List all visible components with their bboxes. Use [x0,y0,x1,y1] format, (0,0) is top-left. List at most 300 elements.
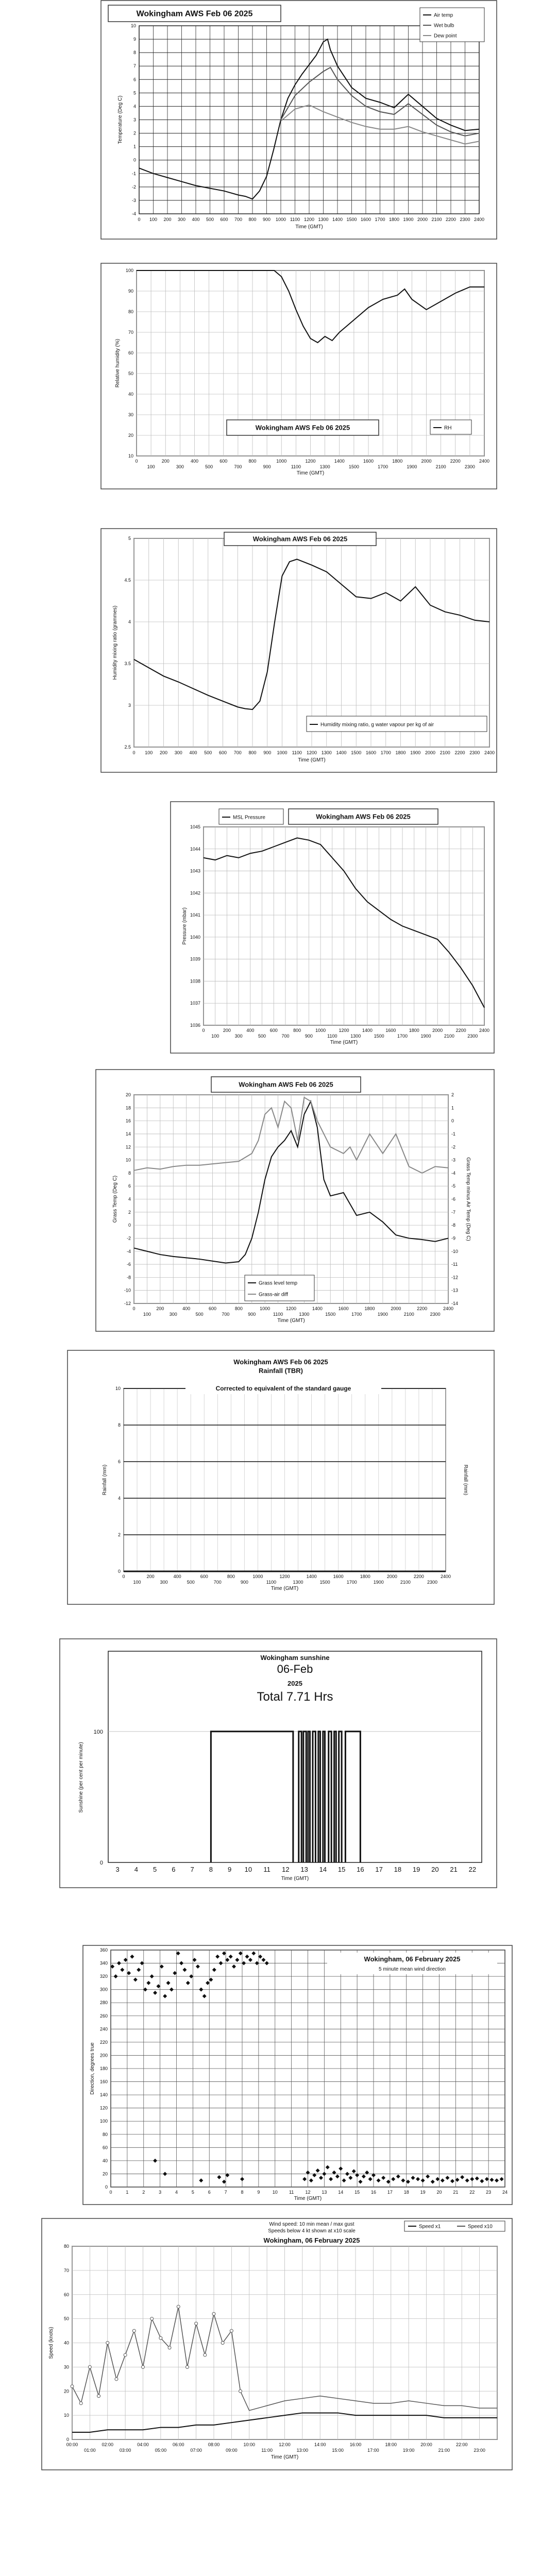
x-tick-label: 1500 [374,1033,384,1039]
y-tick-label: 0 [128,1223,131,1228]
x-tick-label: 500 [205,464,213,469]
y-tick-label: 1041 [190,912,200,918]
wind-speed-chart-svg [41,2218,513,2470]
x-tick-label: 1600 [333,1574,344,1579]
x-tick-label: 1000 [275,217,286,222]
x-tick-label: 00:00 [66,2442,78,2447]
x-tick-label: 04:00 [137,2442,149,2447]
temperature-chart [100,0,497,240]
x-tick-label: 0 [202,1028,205,1033]
x-tick-label: 400 [246,1028,255,1033]
series-point [71,2385,74,2388]
chart-title: Wokingham, 06 February 2025 [364,1955,461,1963]
x-tick-label: 1100 [292,750,302,755]
x-tick-label: 1000 [315,1028,326,1033]
x-tick-label: 1800 [409,1028,419,1033]
x-tick-label: 300 [160,1580,168,1585]
x-tick-label: 0 [109,2190,112,2195]
y-right-tick-label: -8 [451,1223,456,1228]
y-tick-label: 320 [99,1974,108,1979]
x-tick-label: 13 [322,2190,327,2195]
x-tick-label: 2200 [454,750,465,755]
y-right-tick-label: 0 [451,1118,454,1124]
x-tick-label: 15 [337,1866,346,1873]
x-tick-label: 20 [431,1866,439,1873]
x-tick-label: 800 [248,750,257,755]
y-right-tick-label: -3 [451,1157,456,1163]
mixing-ratio-chart [100,528,497,773]
legend-label: Humidity mixing ratio, g water vapour per kg of air [320,722,434,728]
x-tick-label: 900 [305,1033,313,1039]
x-tick-label: 1700 [378,464,388,469]
y-right-tick-label: -5 [451,1183,456,1189]
y-tick-label: 180 [99,2066,108,2071]
x-tick-label: 1800 [364,1306,375,1311]
x-tick-label: 14:00 [314,2442,326,2447]
x-tick-label: 800 [227,1574,235,1579]
y-tick-label: 16 [125,1118,131,1124]
x-tick-label: 700 [213,1580,222,1585]
y-tick-label: 2 [128,1209,131,1215]
y-tick-label: 60 [128,350,133,355]
x-tick-label: 1700 [351,1312,362,1317]
x-tick-label: 1600 [385,1028,396,1033]
y-tick-label: 6 [133,77,136,82]
x-tick-label: 10:00 [243,2442,256,2447]
x-tick-label: 700 [234,217,243,222]
x-tick-label: 1100 [291,464,301,469]
series-point [204,2353,207,2357]
temperature-chart-svg [100,0,497,240]
y-axis-label: Direction, degrees true [90,2042,95,2095]
y-tick-label: 4 [117,1496,121,1501]
y-tick-label: 8 [117,1422,121,1428]
x-tick-label: 2300 [467,1033,478,1039]
x-tick-label: 02:00 [102,2442,114,2447]
series-point [195,2322,198,2325]
x-tick-label: 300 [169,1312,177,1317]
y-tick-label: 8 [128,1170,131,1176]
x-tick-label: 18 [403,2190,409,2195]
x-tick-label: 2400 [484,750,495,755]
y-tick-label: 1045 [190,824,200,829]
x-tick-label: 100 [143,1312,151,1317]
x-tick-label: 14 [338,2190,344,2195]
x-tick-label: 1300 [319,464,330,469]
x-tick-label: 15 [354,2190,360,2195]
legend-label: Grass-air diff [259,1292,289,1298]
series-point [168,2346,171,2349]
chart-title: Wokingham AWS Feb 06 2025 [252,535,348,543]
x-tick-label: 2000 [417,217,428,222]
x-tick-label: 19 [412,1866,420,1873]
x-tick-label: 500 [195,1312,204,1317]
x-tick-label: 0 [122,1574,125,1579]
x-tick-label: 1100 [290,217,300,222]
x-tick-label: 1900 [407,464,417,469]
y-tick-label: 3.5 [124,661,131,666]
x-tick-label: 1600 [338,1306,349,1311]
y-tick-label: 8 [133,50,136,56]
x-tick-label: 1300 [318,217,329,222]
y-right-tick-label: -1 [451,1131,456,1137]
series-point [185,2365,189,2368]
x-tick-label: 600 [269,1028,278,1033]
chart-subtitle-2: Speeds below 4 kt shown at x10 scale [268,2228,356,2234]
mixing-ratio-chart-svg [100,528,497,773]
x-tick-label: 2100 [439,750,450,755]
y-tick-label: 1040 [190,934,200,940]
y-tick-label: 60 [63,2292,69,2297]
chart-subtitle: Rainfall (TBR) [259,1367,303,1375]
x-tick-label: 700 [222,1312,230,1317]
y-tick-label: 2 [133,130,136,136]
series-point [106,2342,109,2345]
x-tick-label: 21:00 [438,2448,450,2453]
x-tick-label: 1200 [305,459,316,464]
y-tick-label: 9 [133,37,136,42]
y-axis-label: Sunshine (per cent per minute) [78,1742,84,1813]
x-tick-label: 2000 [386,1574,397,1579]
x-tick-label: 6 [172,1866,176,1873]
y-tick-label: 10 [128,453,133,459]
series-point [97,2395,100,2398]
x-tick-label: 07:00 [190,2448,202,2453]
y-tick-label: 1036 [190,1023,200,1028]
x-tick-label: 06:00 [172,2442,184,2447]
x-tick-label: 23 [486,2190,492,2195]
y-tick-label: 1 [133,144,136,149]
x-tick-label: 1900 [377,1312,388,1317]
y-tick-label: 4 [128,1196,131,1202]
x-tick-label: 1900 [373,1580,384,1585]
x-tick-label: 400 [190,459,199,464]
x-tick-label: 19 [420,2190,426,2195]
y-tick-label: 80 [128,309,133,314]
x-tick-label: 09:00 [226,2448,238,2453]
y-tick-label: 1042 [190,890,200,896]
x-tick-label: 13:00 [296,2448,309,2453]
series-point [239,2389,242,2393]
x-tick-label: 1 [126,2190,129,2195]
rainfall-chart-svg [67,1350,495,1605]
x-tick-label: 200 [146,1574,155,1579]
x-tick-label: 1500 [351,750,362,755]
x-tick-label: 7 [224,2190,227,2195]
y-tick-label: 20 [125,1092,131,1097]
y-tick-label: 1038 [190,978,200,984]
x-tick-label: 0 [138,217,141,222]
pressure-chart [170,801,495,1054]
x-tick-label: 300 [174,750,182,755]
y-axis-label: Pressure (mbar) [182,907,188,945]
x-tick-label: 2000 [432,1028,443,1033]
y-tick-label: 10 [125,1157,131,1163]
x-axis-label: Time (GMT) [270,1586,299,1591]
x-tick-label: 2300 [430,1312,441,1317]
x-tick-label: 2400 [479,1028,490,1033]
x-tick-label: 900 [240,1580,248,1585]
x-axis-label: Time (GMT) [277,1318,305,1324]
x-tick-label: 15:00 [332,2448,344,2453]
x-axis-label: Time (GMT) [281,1876,309,1882]
x-tick-label: 1300 [299,1312,310,1317]
x-tick-label: 400 [192,217,200,222]
x-tick-label: 20 [436,2190,442,2195]
x-tick-label: 1800 [360,1574,370,1579]
y-tick-label: 30 [63,2364,69,2370]
x-tick-label: 1900 [420,1033,431,1039]
x-tick-label: 5 [191,2190,194,2195]
x-tick-label: 1500 [348,464,359,469]
x-tick-label: 1400 [334,459,345,464]
y-tick-label: 4.5 [124,578,131,583]
y-right-tick-label: -2 [451,1144,456,1150]
y-tick-label: 4 [133,104,136,109]
y-tick-label: 100 [93,1728,103,1735]
legend-label: Wet bulb [434,23,454,29]
chart-title: Wokingham AWS Feb 06 2025 [233,1358,328,1366]
humidity-chart-svg [100,263,497,489]
sunshine-total: Total 7.71 Hrs [257,1690,333,1704]
x-tick-label: 16:00 [349,2442,362,2447]
y-tick-label: 18 [125,1105,131,1111]
y-tick-label: 6 [117,1459,121,1464]
x-tick-label: 200 [223,1028,231,1033]
y-tick-label: 7 [133,63,136,69]
x-tick-label: 100 [133,1580,141,1585]
x-tick-label: 23:00 [474,2448,485,2453]
x-tick-label: 8 [241,2190,244,2195]
x-tick-label: 2100 [435,464,446,469]
x-tick-label: 1300 [350,1033,361,1039]
x-tick-label: 7 [190,1866,194,1873]
x-tick-label: 1800 [395,750,406,755]
x-axis-label: Time (GMT) [295,224,323,230]
x-tick-label: 2200 [445,217,457,222]
y-right-tick-label: -9 [451,1235,456,1241]
x-tick-label: 1300 [293,1580,303,1585]
x-tick-label: 1500 [319,1580,330,1585]
x-tick-label: 400 [182,1306,191,1311]
series-point [88,2365,91,2368]
y-tick-label: 14 [125,1131,131,1137]
x-tick-label: 4 [134,1866,138,1873]
x-tick-label: 2 [142,2190,145,2195]
x-tick-label: 1200 [303,217,315,222]
x-tick-label: 2000 [421,459,432,464]
x-tick-label: 2100 [400,1580,411,1585]
x-tick-label: 800 [248,459,257,464]
x-tick-label: 600 [208,1306,217,1311]
y-axis-label: Temperature (Deg C) [117,95,123,144]
y-tick-label: 0 [117,1569,121,1574]
x-tick-label: 13 [300,1866,308,1873]
x-tick-label: 14 [319,1866,327,1873]
x-tick-label: 2100 [444,1033,454,1039]
x-tick-label: 1500 [346,217,357,222]
x-tick-label: 800 [293,1028,301,1033]
legend-label: Air temp [434,12,453,19]
y-right-tick-label: -11 [451,1262,458,1267]
x-tick-label: 20:00 [420,2442,432,2447]
x-tick-label: 2300 [469,750,480,755]
x-tick-label: 700 [234,464,242,469]
x-tick-label: 11 [289,2190,294,2195]
y-tick-label: 240 [99,2026,108,2032]
x-tick-label: 08:00 [208,2442,220,2447]
y-tick-label: 0 [99,1860,103,1866]
x-tick-label: 05:00 [155,2448,167,2453]
y-tick-label: -8 [126,1275,131,1280]
x-tick-label: 1600 [365,750,377,755]
x-tick-label: 1000 [276,459,287,464]
x-tick-label: 600 [220,217,228,222]
x-tick-label: 900 [263,750,272,755]
y-axis-label: Speed (knots) [48,2327,54,2359]
y-tick-label: 90 [128,289,133,294]
y-tick-label: 140 [99,2092,108,2098]
y-axis-label: Humidity mixing ratio (grammes) [112,605,118,680]
x-axis-label: Time (GMT) [294,2196,322,2201]
x-tick-label: 300 [177,217,186,222]
y-tick-label: -4 [126,1248,131,1254]
y-tick-label: 0 [66,2437,69,2442]
y-tick-label: 20 [102,2171,108,2177]
x-tick-label: 19:00 [402,2448,415,2453]
legend-label: Grass level temp [259,1280,298,1286]
x-tick-label: 900 [263,464,271,469]
x-tick-label: 1000 [252,1574,263,1579]
x-tick-label: 18 [394,1866,402,1873]
y-right-tick-label: 2 [451,1092,454,1097]
x-tick-label: 17 [375,1866,383,1873]
y-tick-label: 30 [128,412,133,417]
y-tick-label: 220 [99,2039,108,2045]
x-tick-label: 800 [234,1306,243,1311]
y-right-tick-label: -6 [451,1196,456,1202]
chart-title: Wokingham AWS Feb 06 2025 [255,423,350,432]
y-tick-label: -2 [126,1235,131,1241]
x-axis-label: Time (GMT) [296,470,325,476]
x-tick-label: 18:00 [385,2442,397,2447]
x-tick-label: 600 [219,459,228,464]
series-point [159,2336,162,2340]
series-point [142,2365,145,2368]
x-tick-label: 01:00 [84,2448,96,2453]
x-tick-label: 11 [263,1866,270,1873]
y-tick-label: -10 [124,1287,131,1293]
y-tick-label: -3 [131,197,136,203]
x-tick-label: 11:00 [261,2448,273,2453]
y-tick-label: -4 [131,211,136,216]
x-tick-label: 8 [209,1866,213,1873]
series-point [124,2353,127,2357]
x-tick-label: 10 [244,1866,252,1873]
pressure-chart-svg [170,801,495,1054]
x-tick-label: 9 [228,1866,232,1873]
x-tick-label: 200 [161,459,170,464]
x-tick-label: 1200 [339,1028,349,1033]
y-tick-label: 3 [133,117,136,123]
legend-label: Speed x10 [468,2224,493,2230]
series-point [212,2312,215,2315]
y-tick-label: 120 [99,2105,108,2111]
y-right-tick-label: 1 [451,1105,454,1111]
y-tick-label: 10 [130,23,136,28]
y-tick-label: 6 [128,1183,131,1189]
x-tick-label: 2200 [450,459,461,464]
x-tick-label: 1000 [277,750,288,755]
x-tick-label: 1100 [273,1312,283,1317]
y-right-tick-label: -12 [451,1275,459,1280]
x-tick-label: 3 [159,2190,162,2195]
x-tick-label: 900 [262,217,271,222]
y-tick-label: 0 [133,157,136,163]
y-tick-label: 1044 [190,846,200,852]
y-tick-label: 2.5 [124,744,131,750]
humidity-chart [100,263,497,489]
y-tick-label: 300 [99,1987,108,1992]
y-axis-label: Grass Temp (Deg C) [112,1175,118,1223]
x-tick-label: 12:00 [279,2442,291,2447]
x-tick-label: 12 [282,1866,290,1873]
x-tick-label: 9 [257,2190,260,2195]
wind-direction-chart-svg [82,1945,513,2205]
x-tick-label: 600 [218,750,227,755]
x-tick-label: 1700 [397,1033,408,1039]
x-tick-label: 12 [305,2190,311,2195]
x-tick-label: 700 [281,1033,290,1039]
x-tick-label: 1500 [325,1312,336,1317]
y-tick-label: 1043 [190,868,200,874]
x-tick-label: 21 [453,2190,459,2195]
x-tick-label: 1400 [336,750,347,755]
y-tick-label: 200 [99,2053,108,2058]
y-right-tick-label: -4 [451,1170,456,1176]
y-tick-label: 280 [99,2000,108,2006]
x-tick-label: 1600 [363,459,374,464]
y-axis-label: Relative humidity (%) [115,338,121,388]
x-tick-label: 22 [469,2190,475,2195]
y-tick-label: 160 [99,2079,108,2084]
x-tick-label: 22 [468,1866,477,1873]
chart-title: Wokingham sunshine [260,1654,330,1662]
x-axis-label: Time (GMT) [298,757,326,763]
x-tick-label: 16 [370,2190,377,2195]
y-right-tick-label: -10 [451,1248,459,1254]
x-tick-label: 22:00 [455,2442,468,2447]
y-tick-label: 4 [128,619,131,624]
x-tick-label: 1100 [327,1033,337,1039]
x-tick-label: 1700 [380,750,391,755]
x-tick-label: 1800 [392,459,403,464]
y-tick-label: 100 [99,2119,108,2124]
y-right-tick-label: -7 [451,1209,456,1215]
series-point [230,2329,233,2332]
x-tick-label: 500 [258,1033,266,1039]
wind-direction-chart [82,1945,513,2205]
chart-title: Wokingham AWS Feb 06 2025 [136,9,253,19]
x-tick-label: 200 [163,217,172,222]
y-tick-label: 40 [102,2158,108,2163]
rainfall-chart [67,1350,495,1605]
y-axis-label: Rainfall (mm) [102,1464,108,1496]
y-tick-label: 70 [63,2267,69,2273]
x-tick-label: 400 [173,1574,181,1579]
x-tick-label: 900 [248,1312,256,1317]
y-tick-label: 5 [133,90,136,96]
